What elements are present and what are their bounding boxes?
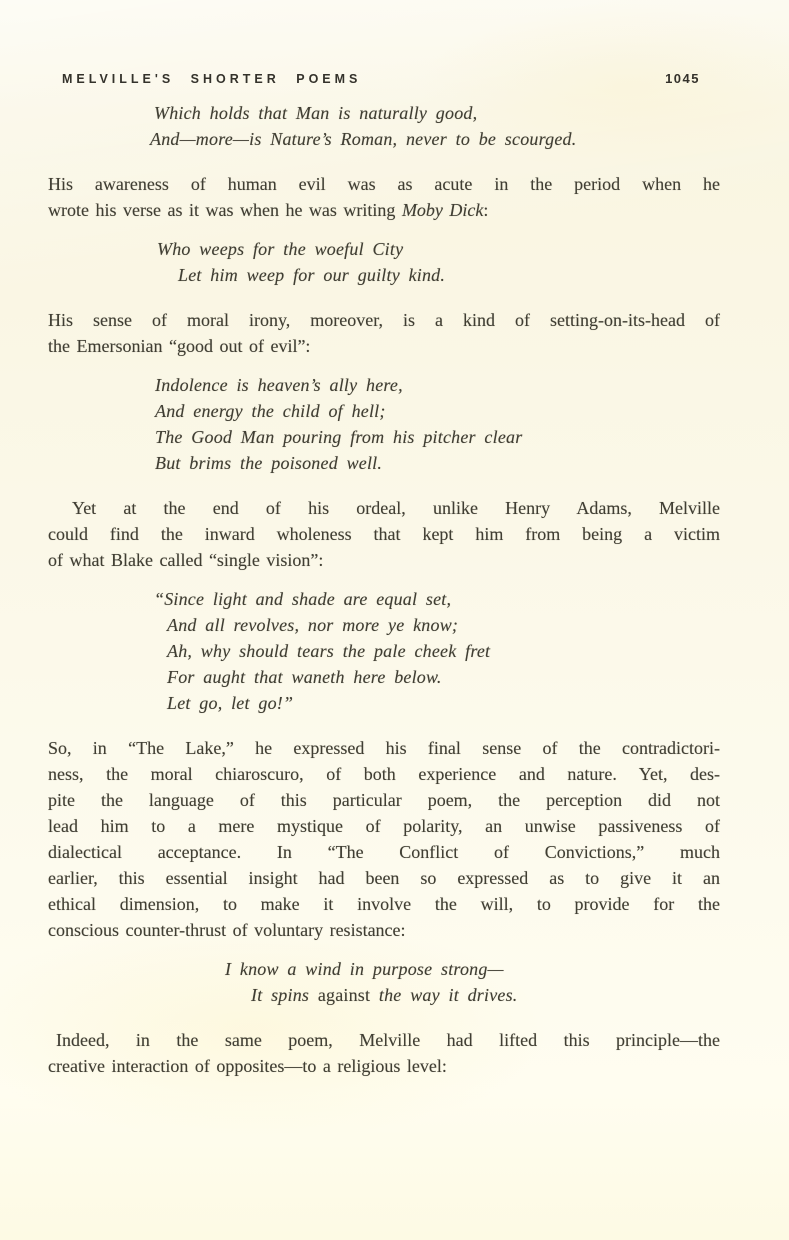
text-segment: His awareness of human evil was as acute in the period when he xyxy=(48,174,720,194)
verse-block xyxy=(48,372,720,476)
verse-line xyxy=(167,690,720,716)
text-segment: Indolence is heaven’s ally here, xyxy=(155,375,403,395)
text-segment: ethical dimension, to make it involve the will, to provide for the xyxy=(48,894,720,914)
verse-block xyxy=(48,586,720,716)
text-segment: Indeed, in the same poem, Melville had lifted this principle—the xyxy=(56,1030,720,1050)
text-segment: could find the inward wholeness that kept him from being a victim xyxy=(48,524,720,544)
paragraph-line xyxy=(48,917,720,943)
text-segment: It spins xyxy=(251,985,318,1005)
text-segment: But brims the poisoned well. xyxy=(155,453,383,473)
text-segment: lead him to a mere mystique of polarity, an unwise passiveness of xyxy=(48,816,720,836)
text-segment: And all revolves, nor more ye know; xyxy=(167,615,459,635)
text-segment: earlier, this essential insight had been so expressed as to give it an xyxy=(48,868,720,888)
verse-line xyxy=(154,100,720,126)
text-segment: The Good Man pouring from his pitcher clear xyxy=(155,427,523,447)
text-segment: wrote his verse as it was when he was writing xyxy=(48,200,402,220)
verse-line xyxy=(155,424,720,450)
text-segment: Ah, why should tears the pale cheek fret xyxy=(167,641,491,661)
paragraph-line xyxy=(56,1027,720,1053)
paragraph-line xyxy=(48,787,720,813)
paragraph-line xyxy=(48,1053,720,1079)
verse-block xyxy=(48,956,720,1008)
text-segment: Yet at the end of his ordeal, unlike Henry Adams, Melville xyxy=(72,498,720,518)
text-segment: of what Blake called “single vision”: xyxy=(48,550,324,570)
text-segment: conscious counter-thrust of voluntary resistance: xyxy=(48,920,406,940)
verse-line xyxy=(167,638,720,664)
verse-line xyxy=(178,262,720,288)
verse-line xyxy=(167,612,720,638)
paragraph-line xyxy=(48,197,720,223)
paragraph-block xyxy=(48,735,720,943)
text-segment: against xyxy=(317,985,371,1005)
paragraph-line xyxy=(48,547,720,573)
paragraph-line xyxy=(48,839,720,865)
text-segment: the Emersonian “good out of evil”: xyxy=(48,336,311,356)
verse-line xyxy=(154,586,720,612)
running-head-title: MELVILLE'S SHORTER POEMS xyxy=(62,72,362,86)
text-blocks xyxy=(48,100,720,1079)
verse-line xyxy=(155,372,720,398)
text-segment: pite the language of this particular poem, the perception did not xyxy=(48,790,720,810)
text-segment: Who weeps for the woeful City xyxy=(157,239,404,259)
paragraph-line xyxy=(72,495,720,521)
text-segment: Which holds that Man is naturally good, xyxy=(154,103,478,123)
page-header xyxy=(62,71,700,87)
paragraph-block xyxy=(48,495,720,573)
verse-line xyxy=(155,450,720,476)
text-segment: : xyxy=(483,200,489,220)
paragraph-line xyxy=(48,307,720,333)
paragraph-line xyxy=(48,333,720,359)
text-segment: “Since light and shade are equal set, xyxy=(154,589,452,609)
verse-line xyxy=(155,398,720,424)
paragraph-block xyxy=(48,307,720,359)
text-segment: His sense of moral irony, moreover, is a kind of setting-on-its-head of xyxy=(48,310,720,330)
paragraph-line xyxy=(48,813,720,839)
page-number: 1045 xyxy=(665,71,700,86)
verse-line xyxy=(251,982,720,1008)
text-segment: the way it drives. xyxy=(370,985,518,1005)
verse-line xyxy=(225,956,720,982)
text-segment: Moby Dick xyxy=(401,200,484,220)
text-segment: So, in “The Lake,” he expressed his final sense of the contradictori- xyxy=(48,738,720,758)
text-segment: creative interaction of opposites—to a religious level: xyxy=(48,1056,447,1076)
text-segment: And energy the child of hell; xyxy=(155,401,386,421)
text-segment: And—more—is Nature’s Roman, never to be scourged. xyxy=(150,129,577,149)
paragraph-line xyxy=(48,171,720,197)
text-segment: dialectical acceptance. In “The Conflict of Convictions,” much xyxy=(48,842,720,862)
paragraph-line xyxy=(48,865,720,891)
paragraph-block xyxy=(48,171,720,223)
verse-line xyxy=(157,236,720,262)
paragraph-line xyxy=(48,735,720,761)
verse-block xyxy=(48,100,720,152)
text-segment: Let him weep for our guilty kind. xyxy=(178,265,446,285)
text-segment: For aught that waneth here below. xyxy=(167,667,442,687)
text-segment: Let go, let go!” xyxy=(167,693,294,713)
verse-line xyxy=(167,664,720,690)
text-segment: ness, the moral chiaroscuro, of both experience and nature. Yet, des- xyxy=(48,764,720,784)
paragraph-line xyxy=(48,521,720,547)
paragraph-line xyxy=(48,761,720,787)
verse-block xyxy=(48,236,720,288)
verse-line xyxy=(150,126,720,152)
text-segment: I know a wind in purpose strong— xyxy=(225,959,504,979)
paragraph-line xyxy=(48,891,720,917)
paragraph-block xyxy=(48,1027,720,1079)
